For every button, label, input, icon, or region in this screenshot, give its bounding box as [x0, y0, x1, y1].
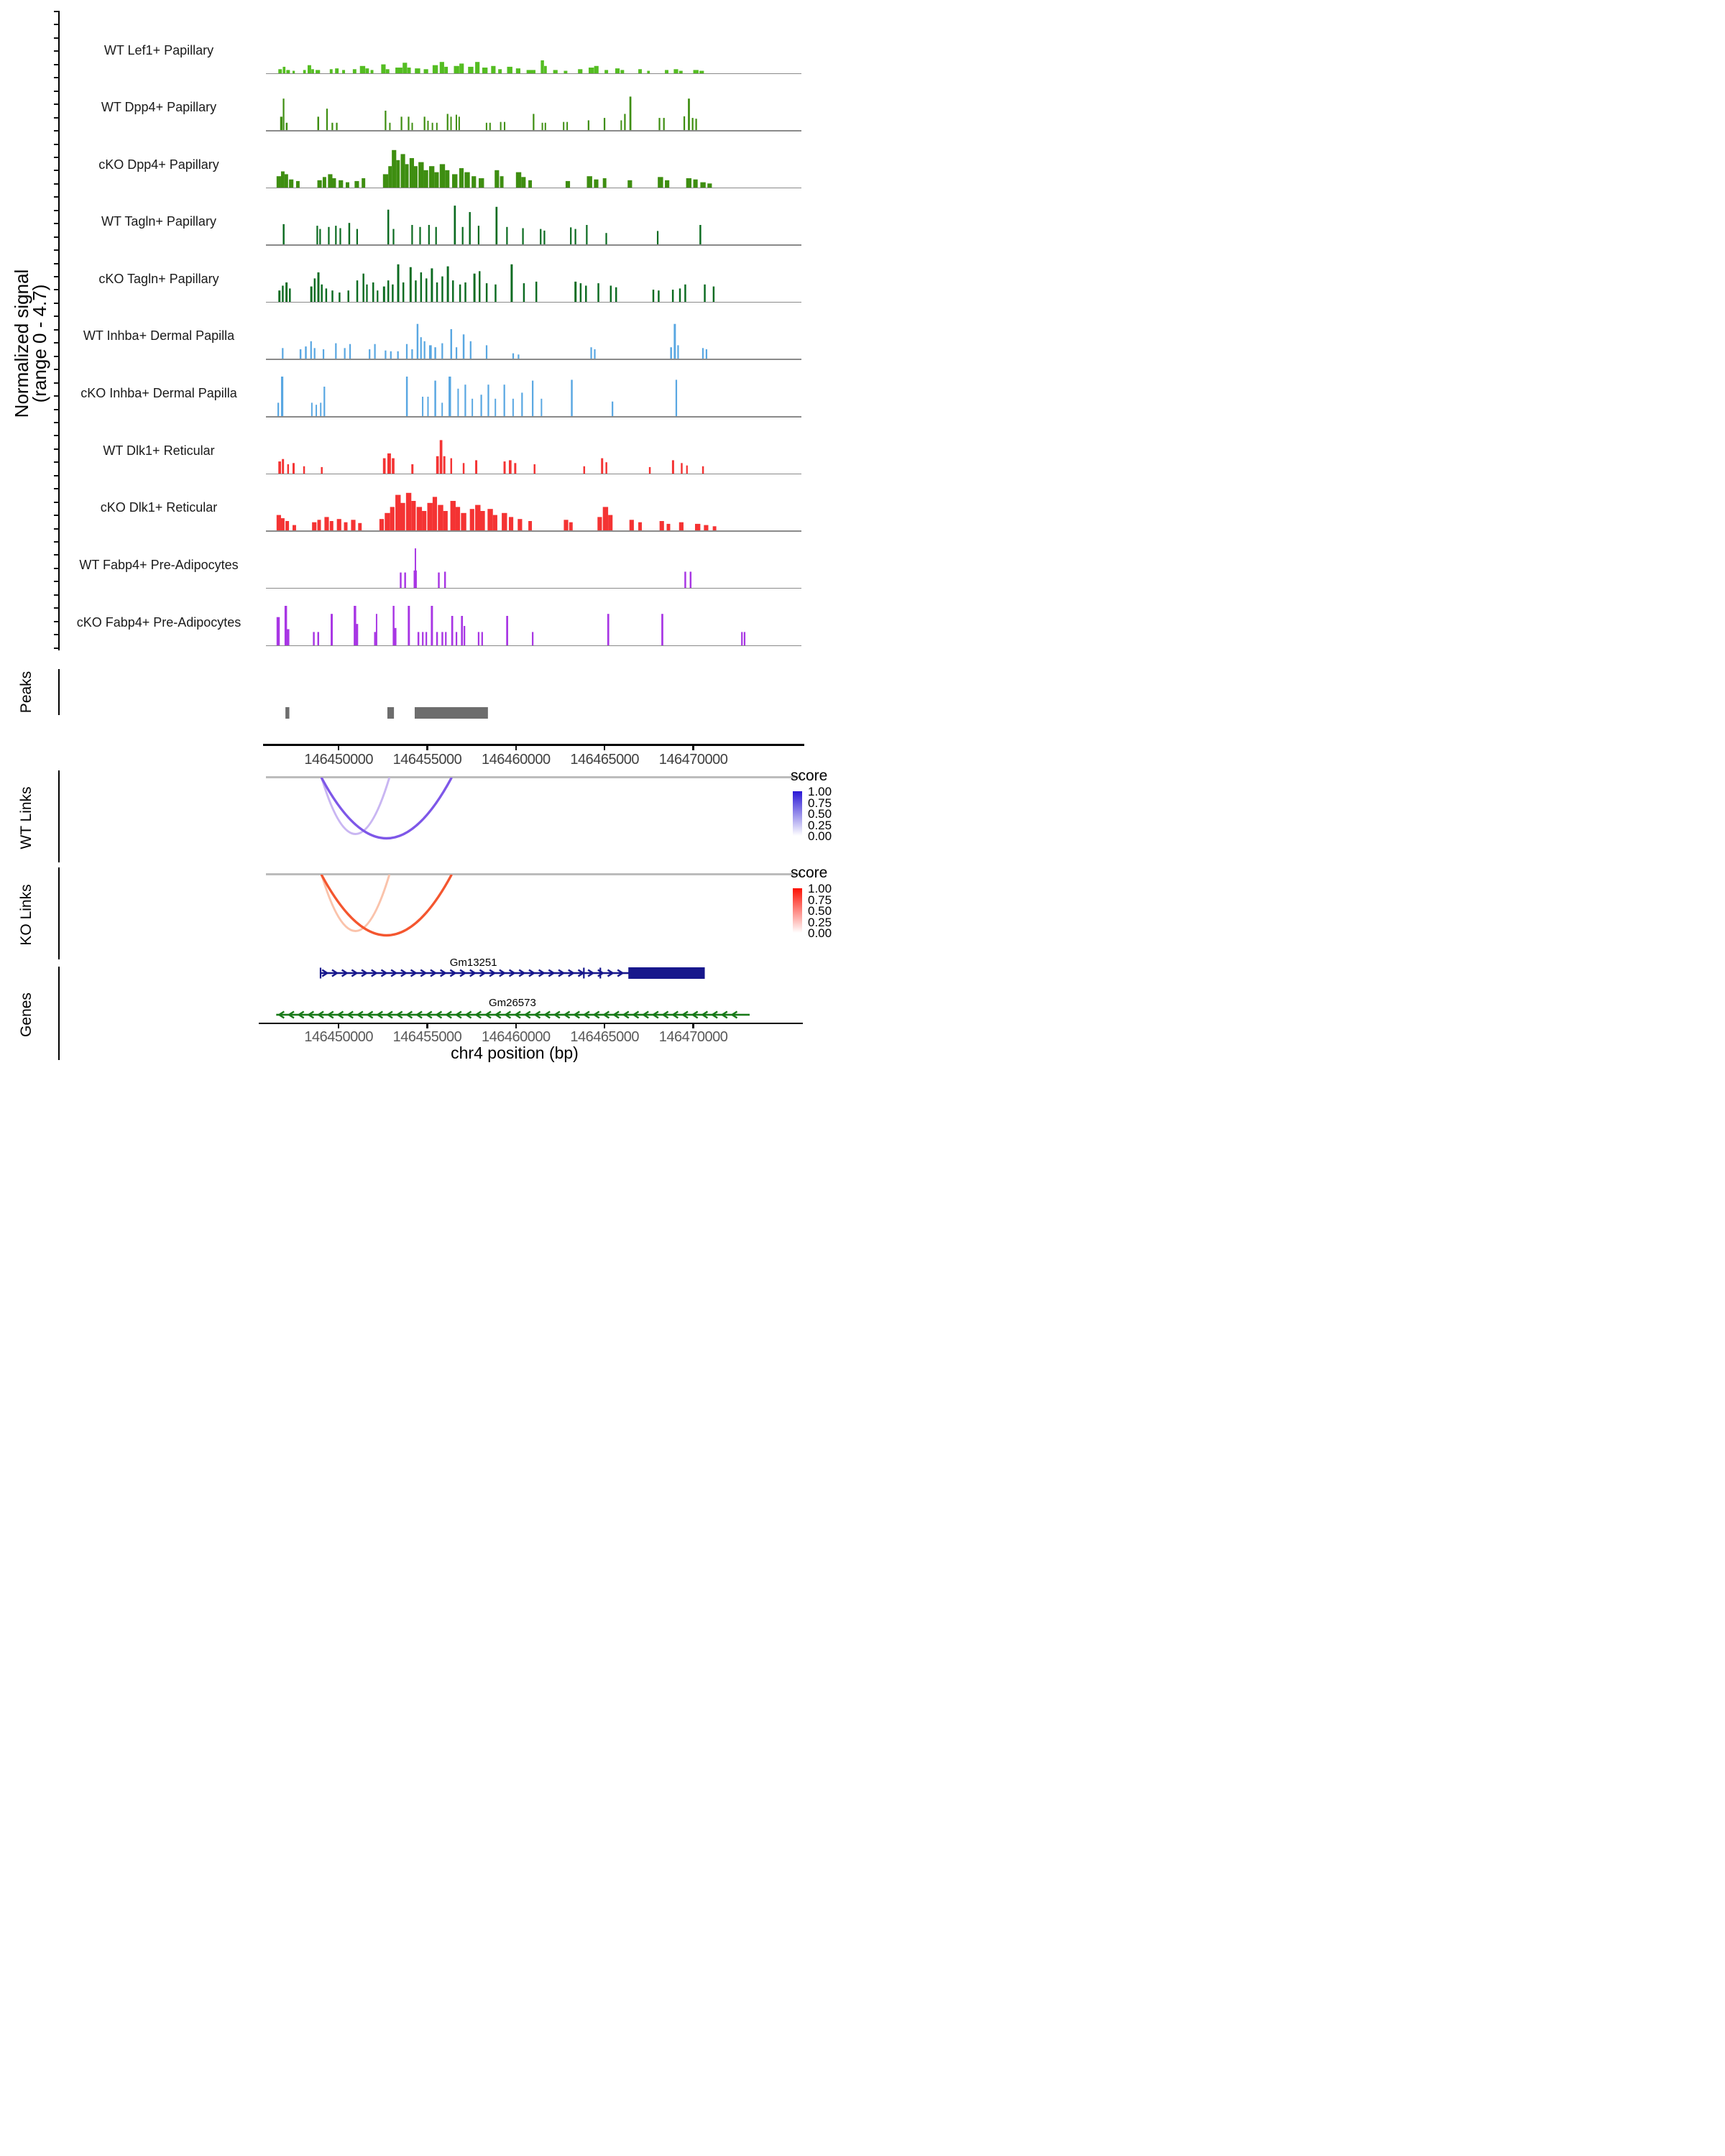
signal-axis-tick — [54, 236, 59, 238]
track-label-wt-inhba-dermal-papilla: WT Inhba+ Dermal Papilla — [83, 328, 235, 343]
signal-axis-tick — [54, 648, 59, 649]
signal-axis-tick — [54, 223, 59, 224]
track-baseline-wt-tagln-papillary — [266, 244, 801, 246]
signal-axis-tick — [54, 448, 59, 450]
signal-axis-tick — [54, 263, 59, 264]
legend-tick-label: 0.00 — [808, 926, 832, 940]
ko-links-arcs — [266, 875, 801, 961]
signal-axis-tick — [54, 634, 59, 635]
legend-tick-label: 0.00 — [808, 829, 832, 843]
track-baseline-cko-tagln-papillary — [266, 302, 801, 303]
genome-axis-tick — [604, 746, 605, 750]
genome-axis-tick-label: 146470000 — [658, 752, 728, 768]
genome-axis-tick — [338, 1024, 339, 1028]
genome-axis-tick — [515, 1024, 517, 1028]
signal-axis-tick — [54, 77, 59, 78]
ko-links-score-legend — [791, 865, 862, 940]
track-signal-wt-inhba-dermal-papilla — [266, 319, 801, 359]
signal-axis-tick — [54, 581, 59, 582]
legend-tick-label: 0.50 — [808, 904, 832, 918]
track-label-cko-dpp4-papillary: cKO Dpp4+ Papillary — [98, 157, 219, 172]
signal-axis-tick — [54, 528, 59, 530]
signal-axis-tick — [54, 91, 59, 92]
wt-links-arcs — [266, 778, 801, 864]
signal-y-axis-label — [13, 193, 50, 494]
genome-axis-tick — [604, 1024, 605, 1028]
legend-tick-label: 0.75 — [808, 893, 832, 907]
signal-axis-tick — [54, 183, 59, 185]
wt-legend-gradient-bar — [793, 791, 802, 836]
track-label-cko-fabp4-pre-adipocytes: cKO Fabp4+ Pre-Adipocytes — [76, 614, 242, 630]
signal-axis-tick — [54, 64, 59, 65]
genome-axis-tick-label: 146455000 — [392, 1029, 462, 1045]
signal-axis-tick — [54, 554, 59, 556]
signal-axis-tick — [54, 196, 59, 198]
peaks-rects — [266, 707, 801, 719]
signal-axis-tick — [54, 594, 59, 596]
x-axis-title: chr4 position (bp) — [451, 1044, 579, 1062]
signal-axis-tick — [54, 303, 59, 304]
gene-label-gm13251: Gm13251 — [449, 957, 497, 969]
signal-axis-tick — [54, 329, 59, 331]
legend-tick-label: 0.25 — [808, 818, 832, 832]
genome-axis-tick-label: 146460000 — [482, 752, 551, 768]
peaks-bracket — [58, 669, 60, 715]
ko-legend-gradient-bar — [793, 888, 802, 933]
track-signal-cko-dlk1-reticular — [266, 491, 801, 531]
legend-tick-label: 0.75 — [808, 796, 832, 810]
signal-axis-tick — [54, 24, 59, 25]
track-label-wt-lef1-papillary: WT Lef1+ Papillary — [104, 42, 214, 57]
genes-section-label: Genes — [18, 992, 34, 1037]
signal-axis-tick — [54, 607, 59, 609]
signal-axis-tick — [54, 170, 59, 171]
signal-axis-tick — [54, 409, 59, 410]
signal-axis-tick — [54, 502, 59, 503]
genome-axis-tick — [515, 746, 517, 750]
ko-links-section-label: KO Links — [18, 884, 34, 946]
genome-axis-tick-label: 146455000 — [392, 752, 462, 768]
gene-label-gm26573: Gm26573 — [488, 997, 536, 1009]
genome-axis-tick — [426, 1024, 428, 1028]
bottom-genome-axis-line — [259, 1023, 803, 1025]
signal-axis-tick — [54, 315, 59, 317]
wt-links-bracket — [58, 770, 60, 862]
genome-axis-tick — [692, 1024, 694, 1028]
signal-axis-tick — [54, 289, 59, 290]
genome-axis-tick — [692, 746, 694, 750]
track-label-wt-dlk1-reticular: WT Dlk1+ Reticular — [103, 443, 215, 458]
legend-tick-label: 1.00 — [808, 785, 832, 798]
track-label-cko-dlk1-reticular: cKO Dlk1+ Reticular — [100, 500, 218, 515]
signal-axis-tick — [54, 144, 59, 145]
signal-axis-tick — [54, 621, 59, 622]
track-baseline-cko-dlk1-reticular — [266, 530, 801, 532]
signal-axis-tick — [54, 515, 59, 516]
track-signal-cko-dpp4-papillary — [266, 148, 801, 188]
track-signal-cko-tagln-papillary — [266, 262, 801, 303]
track-signal-wt-dpp4-papillary — [266, 91, 801, 131]
signal-axis-tick — [54, 356, 59, 357]
signal-axis-tick — [54, 422, 59, 423]
wt-links-score-legend — [791, 768, 862, 843]
genome-axis-tick — [426, 746, 428, 750]
signal-axis-tick — [54, 210, 59, 211]
track-signal-cko-inhba-dermal-papilla — [266, 377, 801, 417]
signal-axis-tick — [54, 541, 59, 543]
signal-axis-tick — [54, 369, 59, 370]
track-label-cko-inhba-dermal-papilla: cKO Inhba+ Dermal Papilla — [80, 386, 237, 400]
signal-axis-tick — [54, 103, 59, 105]
track-signal-wt-fabp4-pre-adipocytes — [266, 548, 801, 589]
signal-y-axis-label-line1: Normalized signal — [11, 269, 32, 418]
track-signal-wt-dlk1-reticular — [266, 434, 801, 474]
track-label-wt-fabp4-pre-adipocytes: WT Fabp4+ Pre-Adipocytes — [79, 557, 239, 572]
track-baseline-cko-dpp4-papillary — [266, 188, 801, 189]
track-baseline-wt-fabp4-pre-adipocytes — [266, 588, 801, 589]
signal-axis-tick — [54, 342, 59, 344]
ko-links-bracket — [58, 867, 60, 959]
signal-axis-tick — [54, 117, 59, 119]
signal-axis-tick — [54, 382, 59, 384]
track-signal-wt-lef1-papillary — [266, 34, 801, 74]
track-baseline-wt-dlk1-reticular — [266, 474, 801, 475]
top-genome-axis-line — [263, 744, 804, 746]
genome-axis-tick-label: 146450000 — [304, 1029, 373, 1045]
signal-axis-tick — [54, 435, 59, 436]
track-baseline-wt-lef1-papillary — [266, 73, 801, 75]
gene-model-gm13251 — [266, 963, 801, 985]
track-label-wt-tagln-papillary: WT Tagln+ Papillary — [101, 214, 216, 229]
genes-bracket — [58, 967, 60, 1060]
signal-axis-tick — [54, 488, 59, 489]
track-signal-cko-fabp4-pre-adipocytes — [266, 606, 801, 646]
wt-links-section-label: WT Links — [18, 786, 34, 849]
genome-axis-tick-label: 146470000 — [658, 1029, 728, 1045]
signal-axis-tick — [54, 395, 59, 397]
legend-tick-label: 0.25 — [808, 915, 832, 929]
peaks-section-label: Peaks — [18, 671, 34, 714]
legend-tick-label: 1.00 — [808, 882, 832, 895]
legend-tick-label: 0.50 — [808, 807, 832, 821]
genome-axis-tick — [338, 746, 339, 750]
signal-axis-tick — [54, 50, 59, 52]
wt-legend-title: score — [791, 768, 828, 784]
signal-axis-tick — [54, 568, 59, 569]
genome-axis-tick-label: 146465000 — [570, 752, 639, 768]
signal-y-axis-label-line2: (range 0 - 4.7) — [29, 284, 50, 403]
genome-browser-figure — [0, 0, 862, 1078]
genome-axis-tick-label: 146450000 — [304, 752, 373, 768]
track-label-cko-tagln-papillary: cKO Tagln+ Papillary — [98, 271, 219, 286]
signal-axis-tick — [54, 276, 59, 277]
signal-axis-tick — [54, 461, 59, 463]
signal-axis-tick — [54, 37, 59, 39]
signal-axis-tick — [54, 475, 59, 476]
track-baseline-cko-fabp4-pre-adipocytes — [266, 645, 801, 647]
genome-axis-tick-label: 146460000 — [482, 1029, 551, 1045]
track-baseline-wt-dpp4-papillary — [266, 130, 801, 132]
signal-axis-tick — [54, 157, 59, 158]
signal-axis-tick — [54, 130, 59, 132]
track-baseline-cko-inhba-dermal-papilla — [266, 416, 801, 418]
genome-axis-tick-label: 146465000 — [570, 1029, 639, 1045]
track-baseline-wt-inhba-dermal-papilla — [266, 359, 801, 360]
signal-axis-tick — [54, 11, 59, 12]
signal-axis-tick — [54, 249, 59, 251]
ko-legend-title: score — [791, 865, 828, 881]
track-label-wt-dpp4-papillary: WT Dpp4+ Papillary — [101, 100, 217, 114]
track-signal-wt-tagln-papillary — [266, 205, 801, 245]
